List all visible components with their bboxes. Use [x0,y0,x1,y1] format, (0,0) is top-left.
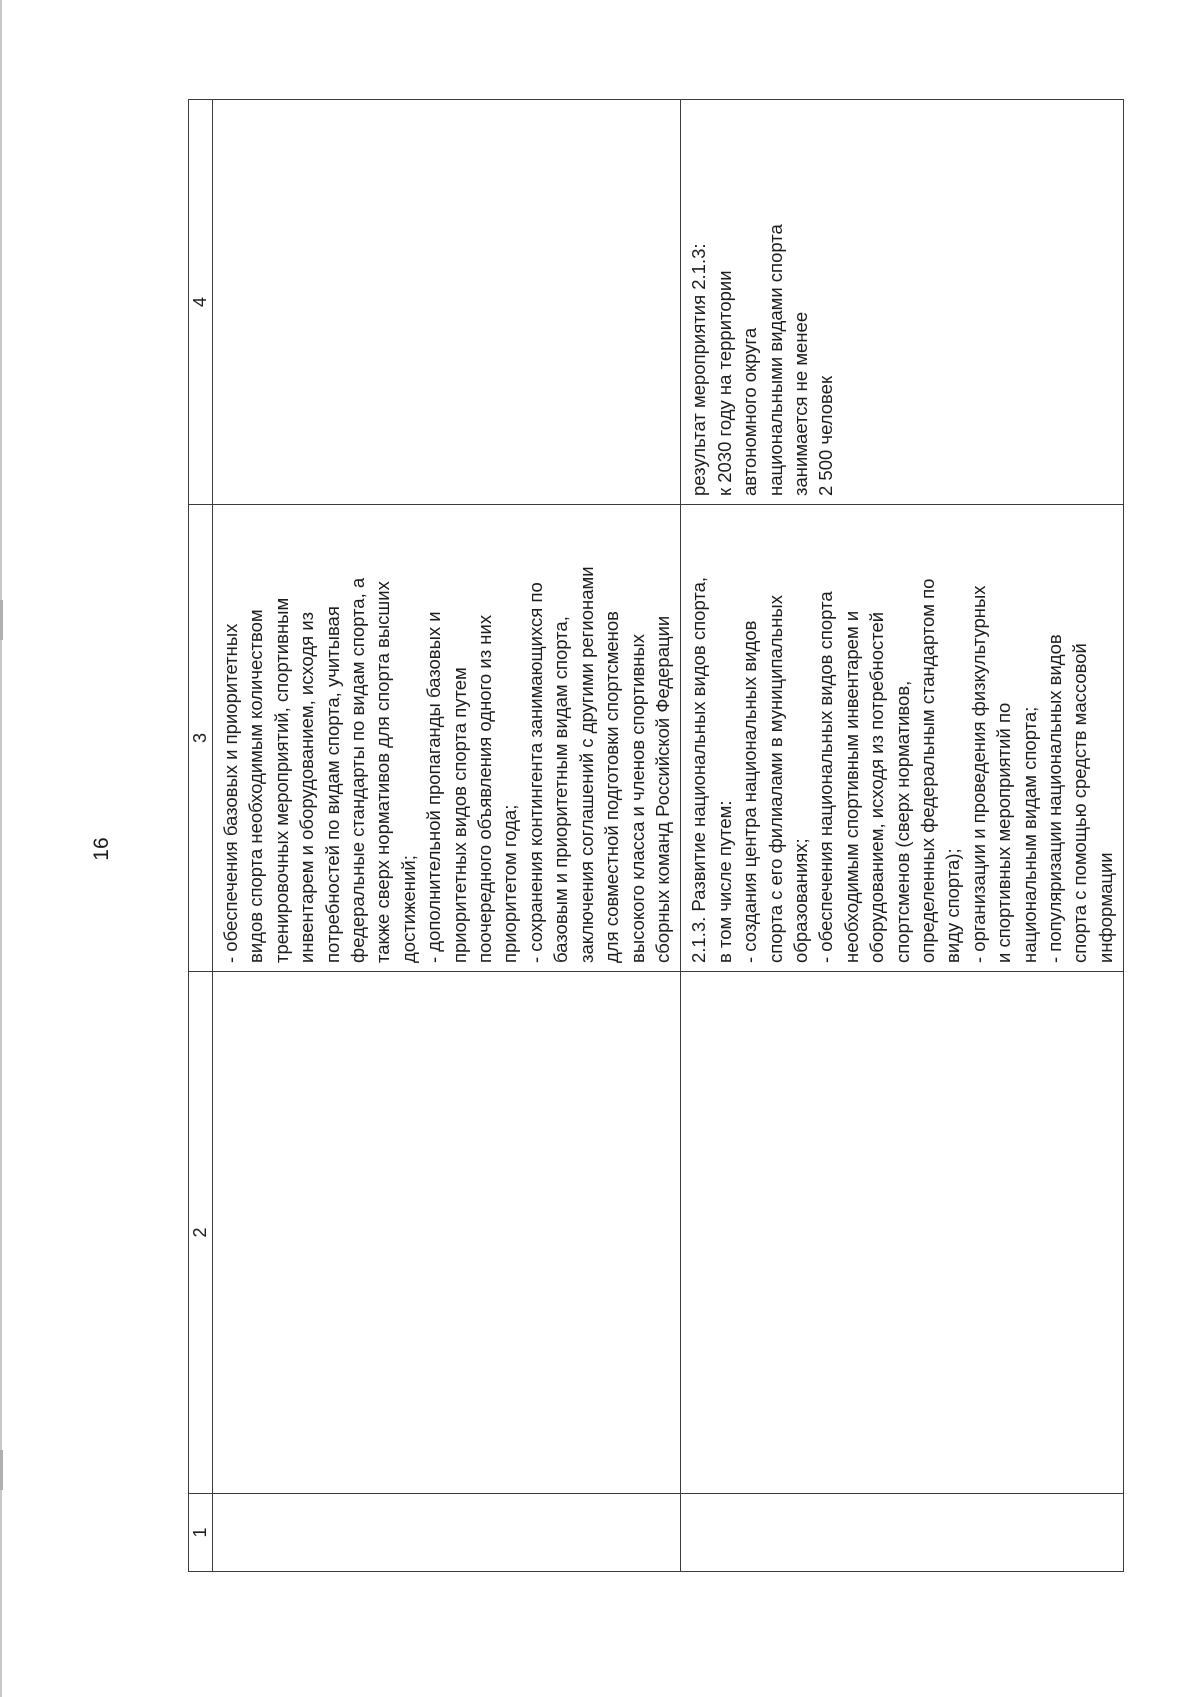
row2-result-text: результат мероприятия 2.1.3: к 2030 году на территории автономного округа национальными видами спорта занимается не менее 2 500 человек [681,100,1124,505]
row2-col2-cell [681,972,1124,1494]
row2-measures-text: 2.1.3. Развитие национальных видов спорта, в том числе путем: - создания центра национальных видов спорта с его филиалами в муниципальных образованиях; - обеспечения национальных видов спорта необходимым спортивным инвентарем и оборудованием, исходя из потребностей спортсменов (сверх нормативов, определенных федеральным стандартом по виду спорта); - организации и проведения физкультурных и спортивных мероприятий по национальным видам спорта; - популяризации национальных видов спорта с помощью средств массовой информации [681,505,1124,972]
row1-col2-cell [213,972,681,1494]
row2-col1-cell [681,1494,1124,1572]
row1-col4-cell [213,100,681,505]
column-number-2: 2 [189,972,213,1494]
row1-col1-cell [213,1494,681,1572]
row1-measures-text: - обеспечения базовых и приоритетных видов спорта необходимым количеством тренировочных мероприятий, спортивным инвентарем и оборудованием, исходя из потребностей по видам спорта, учитывая федеральные стандарты по видам спорта, а также сверх нормативов для спорта высших достижений; - дополнительной пропаганды базовых и приоритетных видов спорта путем поочередного объявления одного из них приоритетом года; - сохранения контингента занимающихся по базовым и приоритетным видам спорта, заключения соглашений с другими регионами для совместной подготовки спортсменов высокого класса и членов спортивных сборных команд Российской Федерации [213,505,681,972]
document-table [188,99,1124,1572]
table-header-row [189,100,213,1572]
column-number-4: 4 [189,100,213,505]
table-row [681,100,1124,1572]
page-number: 16 [90,837,113,861]
table-row [213,100,681,1572]
column-number-1: 1 [189,1494,213,1572]
column-number-3: 3 [189,505,213,972]
